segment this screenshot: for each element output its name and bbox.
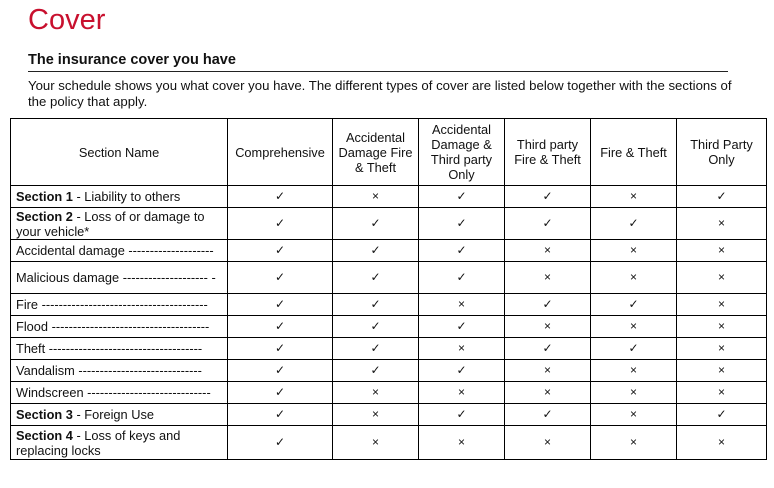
section-name-cell bbox=[11, 404, 228, 426]
cross-icon: × bbox=[419, 426, 505, 460]
section-name-cell bbox=[11, 294, 228, 316]
check-icon: ✓ bbox=[419, 208, 505, 240]
cross-icon: × bbox=[591, 360, 677, 382]
header-third-party-only: Third Party Only bbox=[677, 119, 767, 186]
check-icon: ✓ bbox=[677, 404, 767, 426]
section-name-cell bbox=[11, 426, 228, 460]
check-icon: ✓ bbox=[333, 294, 419, 316]
check-icon: ✓ bbox=[333, 208, 419, 240]
intro-paragraph: Your schedule shows you what cover you have. The different types of cover are listed below together with the sections of the policy that apply. bbox=[28, 78, 732, 109]
check-icon: ✓ bbox=[505, 338, 591, 360]
cross-icon: × bbox=[419, 338, 505, 360]
cross-icon: × bbox=[505, 360, 591, 382]
check-icon: ✓ bbox=[228, 404, 333, 426]
check-icon: ✓ bbox=[591, 294, 677, 316]
cross-icon: × bbox=[505, 240, 591, 262]
page-title: Cover bbox=[28, 4, 106, 36]
section-number: Section 4 bbox=[16, 427, 73, 443]
section-heading: The insurance cover you have bbox=[28, 52, 236, 68]
section-label: Vandalism ----------------------------- bbox=[16, 363, 202, 378]
cross-icon: × bbox=[419, 382, 505, 404]
table-row bbox=[11, 294, 767, 316]
check-icon: ✓ bbox=[419, 186, 505, 208]
cross-icon: × bbox=[333, 426, 419, 460]
section-name-cell bbox=[11, 240, 228, 262]
section-name-cell bbox=[11, 382, 228, 404]
check-icon: ✓ bbox=[333, 316, 419, 338]
check-icon: ✓ bbox=[228, 294, 333, 316]
table-header-row bbox=[11, 119, 767, 186]
cross-icon: × bbox=[677, 208, 767, 240]
cross-icon: × bbox=[591, 186, 677, 208]
table-row bbox=[11, 240, 767, 262]
table-row bbox=[11, 186, 767, 208]
cross-icon: × bbox=[677, 294, 767, 316]
check-icon: ✓ bbox=[677, 186, 767, 208]
check-icon: ✓ bbox=[419, 240, 505, 262]
check-icon: ✓ bbox=[228, 262, 333, 294]
check-icon: ✓ bbox=[333, 338, 419, 360]
check-icon: ✓ bbox=[228, 338, 333, 360]
check-icon: ✓ bbox=[505, 186, 591, 208]
check-icon: ✓ bbox=[419, 316, 505, 338]
cross-icon: × bbox=[677, 426, 767, 460]
cross-icon: × bbox=[591, 382, 677, 404]
section-name-cell bbox=[11, 186, 228, 208]
section-name-cell bbox=[11, 360, 228, 382]
cross-icon: × bbox=[677, 240, 767, 262]
table-row bbox=[11, 316, 767, 338]
table-row bbox=[11, 382, 767, 404]
table-row bbox=[11, 426, 767, 460]
section-number: Section 2 bbox=[16, 208, 73, 224]
cross-icon: × bbox=[333, 382, 419, 404]
check-icon: ✓ bbox=[228, 316, 333, 338]
section-label: Accidental damage -------------------- bbox=[16, 243, 214, 258]
cross-icon: × bbox=[677, 360, 767, 382]
section-name-cell bbox=[11, 208, 228, 240]
section-label: Windscreen ----------------------------- bbox=[16, 385, 211, 400]
check-icon: ✓ bbox=[419, 360, 505, 382]
section-label: - Loss of keys and replacing locks bbox=[16, 427, 181, 458]
header-third-party-fire-theft: Third party Fire & Theft bbox=[505, 119, 591, 186]
section-number: Section 1 bbox=[16, 189, 73, 204]
check-icon: ✓ bbox=[228, 426, 333, 460]
cross-icon: × bbox=[505, 426, 591, 460]
section-number: Section 3 bbox=[16, 407, 73, 422]
header-accidental-damage-fire-theft: Accidental Damage Fire & Theft bbox=[333, 119, 419, 186]
check-icon: ✓ bbox=[505, 294, 591, 316]
check-icon: ✓ bbox=[228, 208, 333, 240]
header-fire-theft: Fire & Theft bbox=[591, 119, 677, 186]
check-icon: ✓ bbox=[591, 338, 677, 360]
section-label: Fire --------------------------------------- bbox=[16, 297, 208, 312]
cross-icon: × bbox=[677, 382, 767, 404]
header-accidental-damage-third-party: Accidental Damage & Third party Only bbox=[419, 119, 505, 186]
section-label: - Foreign Use bbox=[72, 407, 154, 422]
header-section-name: Section Name bbox=[11, 119, 228, 186]
heading-divider bbox=[28, 71, 728, 72]
cross-icon: × bbox=[505, 382, 591, 404]
table-row bbox=[11, 360, 767, 382]
check-icon: ✓ bbox=[228, 240, 333, 262]
check-icon: ✓ bbox=[333, 262, 419, 294]
cross-icon: × bbox=[505, 316, 591, 338]
section-label: Malicious damage -------------------- - bbox=[16, 270, 216, 285]
section-label: Theft ------------------------------------ bbox=[16, 341, 203, 356]
cross-icon: × bbox=[677, 262, 767, 294]
table-row bbox=[11, 262, 767, 294]
cross-icon: × bbox=[591, 316, 677, 338]
section-name-cell bbox=[11, 262, 228, 294]
cross-icon: × bbox=[333, 404, 419, 426]
check-icon: ✓ bbox=[228, 186, 333, 208]
cross-icon: × bbox=[505, 262, 591, 294]
cross-icon: × bbox=[591, 262, 677, 294]
cross-icon: × bbox=[591, 426, 677, 460]
check-icon: ✓ bbox=[228, 382, 333, 404]
section-label: Flood ------------------------------------- bbox=[16, 319, 210, 334]
check-icon: ✓ bbox=[505, 404, 591, 426]
cross-icon: × bbox=[333, 186, 419, 208]
check-icon: ✓ bbox=[505, 208, 591, 240]
check-icon: ✓ bbox=[333, 360, 419, 382]
check-icon: ✓ bbox=[228, 360, 333, 382]
header-comprehensive: Comprehensive bbox=[228, 119, 333, 186]
check-icon: ✓ bbox=[419, 262, 505, 294]
cross-icon: × bbox=[591, 404, 677, 426]
cover-table bbox=[10, 118, 767, 460]
section-name-cell bbox=[11, 316, 228, 338]
section-label: - Loss of or damage to your vehicle* bbox=[16, 208, 205, 239]
cross-icon: × bbox=[591, 240, 677, 262]
cross-icon: × bbox=[677, 338, 767, 360]
table-row bbox=[11, 208, 767, 240]
check-icon: ✓ bbox=[591, 208, 677, 240]
cross-icon: × bbox=[677, 316, 767, 338]
table-row bbox=[11, 338, 767, 360]
section-name-cell bbox=[11, 338, 228, 360]
cross-icon: × bbox=[419, 294, 505, 316]
check-icon: ✓ bbox=[333, 240, 419, 262]
section-label: - Liability to others bbox=[72, 189, 181, 204]
check-icon: ✓ bbox=[419, 404, 505, 426]
table-row bbox=[11, 404, 767, 426]
